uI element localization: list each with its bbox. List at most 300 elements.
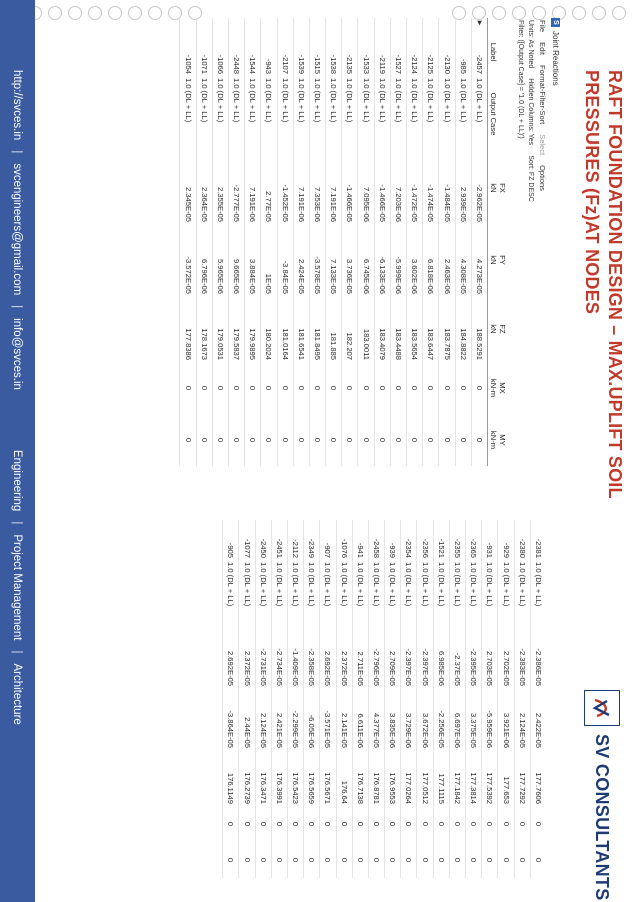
menu-file[interactable]: File [538, 20, 547, 33]
cell-output-case: 1.0 (DL + LL) [417, 560, 433, 628]
cell-fy: 4.273E-05 [471, 224, 487, 296]
cell-fz: 181.6541 [293, 296, 309, 362]
cell-fy: 4.377E-05 [368, 688, 384, 750]
cell-output-case: 1.0 (DL + LL) [239, 560, 255, 628]
cell-mx: 0 [401, 806, 417, 842]
sort-text: Sort: FZ DESC [527, 155, 535, 202]
cell-fx: -2.777E-05 [229, 152, 245, 224]
cell-fz: 180.2024 [261, 296, 277, 362]
cell-output-case: 1.0 (DL + LL) [326, 76, 342, 152]
cell-mx: 0 [212, 362, 228, 414]
table-row[interactable] [471, 18, 487, 466]
cell-label: -2112 [288, 520, 304, 560]
table-row[interactable] [229, 18, 245, 466]
cell-label: -931 [482, 520, 498, 560]
cell-mx: 0 [223, 806, 239, 842]
cell-fx: -1.466E-05 [374, 152, 390, 224]
cell-mx: 0 [180, 362, 196, 414]
cell-my: 0 [368, 842, 384, 878]
cell-fy: 3.921E-06 [498, 688, 514, 750]
cell-fy: 2.124E-05 [255, 688, 271, 750]
cell-mx: 0 [368, 806, 384, 842]
cell-my: 0 [482, 842, 498, 878]
cell-my: 0 [352, 842, 368, 878]
table-row[interactable] [374, 18, 390, 466]
cell-fx: -2.395E-05 [466, 628, 482, 688]
page-title: RAFT FOUNDATION DESIGN – MAX.UPLIFT SOIL PRESSURES (Fz)AT NODES [582, 70, 625, 499]
cell-fz: 177.7606 [530, 750, 546, 806]
cell-fx: 7.191E-06 [245, 152, 261, 224]
cell-fy: -6.05E-06 [304, 688, 320, 750]
cell-fx: 2.939E-05 [455, 152, 471, 224]
cell-fy: -3.578E-05 [309, 224, 325, 296]
row-selector[interactable] [439, 18, 455, 28]
col-label-header[interactable]: Label [488, 28, 517, 76]
row-selector[interactable] [407, 18, 423, 28]
cell-output-case: 1.0 (DL + LL) [304, 560, 320, 628]
cell-mx: 0 [336, 806, 352, 842]
cell-mx: 0 [407, 362, 423, 414]
table-row[interactable] [336, 520, 352, 878]
cell-fz: 188.5291 [471, 296, 487, 362]
table-row[interactable] [277, 18, 293, 466]
sv-logo-icon [584, 690, 620, 726]
cell-fy: 6.611E-06 [352, 688, 368, 750]
cell-fz: 177.653 [498, 750, 514, 806]
table-row[interactable] [482, 520, 498, 878]
joint-reactions-window [98, 18, 562, 478]
cell-my: 0 [471, 414, 487, 466]
hidden-columns-text: Hidden Columns: Yes [527, 78, 535, 146]
cell-fy: -5.959E-06 [482, 688, 498, 750]
cell-fz: 177.8386 [180, 296, 196, 362]
col-output-case-header[interactable]: Output Case [488, 76, 517, 152]
cell-fz: 176.8781 [368, 750, 384, 806]
table-row[interactable] [407, 18, 423, 466]
table-row[interactable] [212, 18, 228, 466]
cell-label: -1076 [336, 520, 352, 560]
cell-fy: 2.424E-05 [293, 224, 309, 296]
footer-separator: | [11, 150, 24, 154]
cell-output-case: 1.0 (DL + LL) [407, 76, 423, 152]
footer-email-link[interactable]: svcengineers@gmail.com [11, 163, 24, 296]
cell-output-case: 1.0 (DL + LL) [288, 560, 304, 628]
cell-fx: 2.355E-05 [212, 152, 228, 224]
cell-output-case: 1.0 (DL + LL) [352, 560, 368, 628]
cell-fx: 7.191E-06 [326, 152, 342, 224]
cell-output-case: 1.0 (DL + LL) [390, 76, 406, 152]
window-titlebar [549, 18, 562, 478]
cell-output-case: 1.0 (DL + LL) [368, 560, 384, 628]
cell-label: -2124 [407, 28, 423, 76]
cell-mx: 0 [482, 806, 498, 842]
table-row[interactable] [196, 18, 212, 466]
menu-edit[interactable]: Edit [538, 42, 547, 56]
cell-my: 0 [358, 414, 374, 466]
cell-mx: 0 [342, 362, 358, 414]
cell-mx: 0 [514, 806, 530, 842]
cell-fy: 3.835E-06 [385, 688, 401, 750]
cell-output-case: 1.0 (DL + LL) [196, 76, 212, 152]
cell-mx: 0 [358, 362, 374, 414]
cell-fz: 176.2739 [239, 750, 255, 806]
cell-label: -2355 [449, 520, 465, 560]
cell-mx: 0 [449, 806, 465, 842]
cell-output-case: 1.0 (DL + LL) [277, 76, 293, 152]
cell-mx: 0 [196, 362, 212, 414]
cell-my: 0 [271, 842, 287, 878]
cell-label: -907 [320, 520, 336, 560]
cell-label: -2125 [423, 28, 439, 76]
cell-my: 0 [223, 842, 239, 878]
cell-mx: 0 [417, 806, 433, 842]
table-row[interactable] [180, 18, 196, 466]
row-selector[interactable] [342, 18, 358, 28]
cell-fz: 176.5659 [304, 750, 320, 806]
menu-select[interactable]: Select [538, 134, 547, 156]
menu-bar [536, 18, 549, 478]
cell-my: 0 [407, 414, 423, 466]
col-mx-header[interactable]: MX kN-m [488, 362, 517, 414]
table-row[interactable] [245, 18, 261, 466]
cell-output-case: 1.0 (DL + LL) [439, 76, 455, 152]
row-selector[interactable] [455, 18, 471, 28]
cell-my: 0 [261, 414, 277, 466]
cell-mx: 0 [530, 806, 546, 842]
cell-fy: 4.308E-05 [455, 224, 471, 296]
cell-fz: 181.8495 [309, 296, 325, 362]
row-selector[interactable] [261, 18, 277, 28]
cell-fx: -1.452E-05 [277, 152, 293, 224]
units-text: Units: As Noted [527, 20, 535, 69]
cell-fy: -5.999E-06 [390, 224, 406, 296]
cell-fx: 7.095E-06 [358, 152, 374, 224]
cell-fy: 2.124E-05 [514, 688, 530, 750]
table-row[interactable] [320, 520, 336, 878]
cell-fx: -2.358E-05 [304, 628, 320, 688]
cell-label: -941 [352, 520, 368, 560]
cell-fy: 5.965E-06 [212, 224, 228, 296]
cell-output-case: 1.0 (DL + LL) [180, 76, 196, 152]
table-row[interactable] [368, 520, 384, 878]
row-selector[interactable] [309, 18, 325, 28]
cell-label: -1515 [309, 28, 325, 76]
cell-output-case: 1.0 (DL + LL) [342, 76, 358, 152]
cell-label: -2380 [514, 520, 530, 560]
cell-my: 0 [326, 414, 342, 466]
cell-fy: 3.602E-06 [407, 224, 423, 296]
cell-fy: -3.571E-05 [320, 688, 336, 750]
cell-output-case: 1.0 (DL + LL) [255, 560, 271, 628]
cell-fz: 183.6447 [423, 296, 439, 362]
table-row[interactable] [514, 520, 530, 878]
cell-output-case: 1.0 (DL + LL) [514, 560, 530, 628]
cell-label: -2349 [304, 520, 320, 560]
filter-info [516, 18, 526, 478]
cell-label: -1521 [433, 520, 449, 560]
continued-table [222, 520, 546, 878]
table-row[interactable] [271, 520, 287, 878]
cell-label: -1527 [390, 28, 406, 76]
cell-my: 0 [255, 842, 271, 878]
cell-my: 0 [417, 842, 433, 878]
cell-my: 0 [390, 414, 406, 466]
cell-fy: 2.44E-05 [239, 688, 255, 750]
cell-label: -943 [261, 28, 277, 76]
table-row[interactable] [417, 520, 433, 878]
cell-output-case: 1.0 (DL + LL) [223, 560, 239, 628]
table-header-row [488, 18, 517, 466]
cell-my: 0 [449, 842, 465, 878]
cell-output-case: 1.0 (DL + LL) [482, 560, 498, 628]
cell-fz: 176.9553 [385, 750, 401, 806]
cell-fx: 2.77E-05 [261, 152, 277, 224]
cell-label: -939 [385, 520, 401, 560]
row-selector[interactable] [196, 18, 212, 28]
col-my-header[interactable]: MY kN-m [488, 414, 517, 466]
row-selector[interactable] [293, 18, 309, 28]
table-row[interactable] [423, 18, 439, 466]
row-selector[interactable] [374, 18, 390, 28]
table-row[interactable] [433, 520, 449, 878]
table-row[interactable] [342, 18, 358, 466]
footer-separator: | [11, 521, 24, 525]
table-row[interactable] [255, 520, 271, 878]
cell-mx: 0 [245, 362, 261, 414]
cell-fy: 6.697E-06 [449, 688, 465, 750]
footer-website-link[interactable]: http://svces.in [11, 70, 24, 141]
col-fz-header[interactable]: FZ kN [488, 296, 517, 362]
table-row[interactable] [498, 520, 514, 878]
cell-fx: -1.472E-05 [407, 152, 423, 224]
cell-fx: 7.353E-06 [309, 152, 325, 224]
cell-my: 0 [530, 842, 546, 878]
cell-fx: 2.372E-05 [336, 628, 352, 688]
company-logo [584, 690, 620, 901]
cell-label: -1539 [293, 28, 309, 76]
cell-mx: 0 [293, 362, 309, 414]
cell-fx: 2.702E-05 [498, 628, 514, 688]
window-title: Joint Reactions [551, 31, 560, 86]
col-fy-header[interactable]: FY kN [488, 224, 517, 296]
table-row[interactable] [385, 520, 401, 878]
cell-label: -1071 [196, 28, 212, 76]
table-row[interactable] [293, 18, 309, 466]
cell-fz: 176.3991 [271, 750, 287, 806]
cell-fz: 177.1842 [449, 750, 465, 806]
units-info [526, 18, 536, 478]
cell-fy: -3.84E-05 [277, 224, 293, 296]
cell-my: 0 [304, 842, 320, 878]
cell-mx: 0 [390, 362, 406, 414]
cell-fx: 7.203E-06 [390, 152, 406, 224]
table-row[interactable] [352, 520, 368, 878]
cell-fy: 6.745E-06 [358, 224, 374, 296]
cell-fz: 176.3471 [255, 750, 271, 806]
table-row[interactable] [326, 18, 342, 466]
table-row[interactable] [288, 520, 304, 878]
cell-fx: 2.364E-05 [196, 152, 212, 224]
table-row[interactable] [466, 520, 482, 878]
cell-fy: 7.133E-05 [326, 224, 342, 296]
cell-mx: 0 [239, 806, 255, 842]
menu-format-filter-sort[interactable]: Format-Filter-Sort [538, 65, 547, 125]
table-row[interactable] [358, 18, 374, 466]
table-row[interactable] [239, 520, 255, 878]
cell-my: 0 [245, 414, 261, 466]
footer-service-architecture: Architecture [11, 663, 24, 725]
cell-fy: 2.421E-05 [271, 688, 287, 750]
cell-fy: 3.375E-05 [466, 688, 482, 750]
cell-mx: 0 [466, 806, 482, 842]
cell-label: -2107 [277, 28, 293, 76]
row-selector[interactable] [229, 18, 245, 28]
cell-label: -2451 [271, 520, 287, 560]
row-selector[interactable] [358, 18, 374, 28]
table-row[interactable] [401, 520, 417, 878]
col-fx-header[interactable]: FX kN [488, 152, 517, 224]
cell-my: 0 [455, 414, 471, 466]
cell-fz: 177.0264 [401, 750, 417, 806]
cell-my: 0 [342, 414, 358, 466]
table-row[interactable] [455, 18, 471, 466]
cell-mx: 0 [374, 362, 390, 414]
cell-fx: 7.191E-06 [293, 152, 309, 224]
cell-fz: 181.0164 [277, 296, 293, 362]
cell-fz: 179.0531 [212, 296, 228, 362]
cell-output-case: 1.0 (DL + LL) [229, 76, 245, 152]
cell-fx: 2.703E-05 [482, 628, 498, 688]
cell-mx: 0 [352, 806, 368, 842]
table-row[interactable] [439, 18, 455, 466]
row-pointer-icon[interactable]: ▶ [471, 18, 487, 28]
cell-my: 0 [229, 414, 245, 466]
cell-fz: 183.0011 [358, 296, 374, 362]
cell-fz: 181.885 [326, 296, 342, 362]
table-row[interactable] [390, 18, 406, 466]
cell-mx: 0 [385, 806, 401, 842]
cell-mx: 0 [433, 806, 449, 842]
cell-my: 0 [385, 842, 401, 878]
cell-output-case: 1.0 (DL + LL) [374, 76, 390, 152]
row-selector[interactable] [326, 18, 342, 28]
cell-my: 0 [466, 842, 482, 878]
cell-fz: 179.9895 [245, 296, 261, 362]
cell-my: 0 [423, 414, 439, 466]
cell-label: -1544 [245, 28, 261, 76]
cell-fy: 3.736E-05 [342, 224, 358, 296]
cell-mx: 0 [320, 806, 336, 842]
cell-fz: 183.5654 [407, 296, 423, 362]
filter-text: Filter: ([Output Case] = '1.0 (DL + LL)') [517, 20, 525, 139]
cell-output-case: 1.0 (DL + LL) [336, 560, 352, 628]
cell-fx: -2.397E-05 [401, 628, 417, 688]
cell-fz: 176.5423 [288, 750, 304, 806]
cell-output-case: 1.0 (DL + LL) [455, 76, 471, 152]
cell-mx: 0 [277, 362, 293, 414]
row-selector[interactable] [277, 18, 293, 28]
cell-fz: 177.0512 [417, 750, 433, 806]
row-selector[interactable] [423, 18, 439, 28]
cell-fy: -3.572E-05 [180, 224, 196, 296]
brand-name: SV CONSULTANTS [592, 734, 613, 901]
cell-fx: -1.409E-05 [288, 628, 304, 688]
cell-my: 0 [277, 414, 293, 466]
cell-fz: 177.5392 [482, 750, 498, 806]
cell-fz: 182.207 [342, 296, 358, 362]
menu-options[interactable]: Options [538, 165, 547, 191]
cell-mx: 0 [326, 362, 342, 414]
cell-fy: 9.665E-06 [229, 224, 245, 296]
table-row[interactable] [530, 520, 546, 878]
footer-service-project-management: Project Management [11, 534, 24, 641]
selector-header [488, 18, 517, 28]
cell-fz: 176.7138 [352, 750, 368, 806]
cell-my: 0 [514, 842, 530, 878]
cell-my: 0 [239, 842, 255, 878]
cell-fx: 6.985E-06 [433, 628, 449, 688]
cell-mx: 0 [423, 362, 439, 414]
cell-fx: 2.345E-05 [180, 152, 196, 224]
cell-label: -2457 [471, 28, 487, 76]
cell-fx: -2.796E-05 [368, 628, 384, 688]
cell-label: -2356 [417, 520, 433, 560]
row-selector[interactable] [245, 18, 261, 28]
cell-fx: 2.709E-05 [385, 628, 401, 688]
cell-fz: 184.8822 [455, 296, 471, 362]
cell-mx: 0 [439, 362, 455, 414]
cell-my: 0 [293, 414, 309, 466]
cell-fx: -1.474E-05 [423, 152, 439, 224]
cell-fz: 177.1115 [433, 750, 449, 806]
table-row[interactable] [223, 520, 239, 878]
cell-fz: 177.3814 [466, 750, 482, 806]
row-selector[interactable] [212, 18, 228, 28]
cell-fx: 2.372E-05 [239, 628, 255, 688]
cell-my: 0 [288, 842, 304, 878]
footer-service-engineering: Engineering [11, 449, 24, 512]
cell-fx: -1.484E-05 [439, 152, 455, 224]
cell-fy: 3.729E-06 [401, 688, 417, 750]
cell-output-case: 1.0 (DL + LL) [212, 76, 228, 152]
table-row[interactable] [304, 520, 320, 878]
table-row[interactable] [449, 520, 465, 878]
cell-output-case: 1.0 (DL + LL) [466, 560, 482, 628]
cell-fy: 2.463E-06 [439, 224, 455, 296]
row-selector[interactable] [390, 18, 406, 28]
cell-my: 0 [320, 842, 336, 878]
cell-fy: 6.796E-06 [196, 224, 212, 296]
row-selector[interactable] [180, 18, 196, 28]
cell-label: -2119 [374, 28, 390, 76]
cell-label: -1054 [180, 28, 196, 76]
footer-info-link[interactable]: info@svces.in [11, 318, 24, 390]
cell-label: -2450 [255, 520, 271, 560]
cell-mx: 0 [271, 806, 287, 842]
cell-mx: 0 [498, 806, 514, 842]
cell-label: -2135 [342, 28, 358, 76]
cell-fy: 3.884E-05 [245, 224, 261, 296]
cell-mx: 0 [261, 362, 277, 414]
cell-output-case: 1.0 (DL + LL) [530, 560, 546, 628]
cell-mx: 0 [455, 362, 471, 414]
cell-fy: 2.422E-05 [530, 688, 546, 750]
cell-output-case: 1.0 (DL + LL) [320, 560, 336, 628]
table-row[interactable] [261, 18, 277, 466]
table-row[interactable] [309, 18, 325, 466]
footer-separator: | [11, 650, 24, 654]
cell-fz: 183.4488 [390, 296, 406, 362]
